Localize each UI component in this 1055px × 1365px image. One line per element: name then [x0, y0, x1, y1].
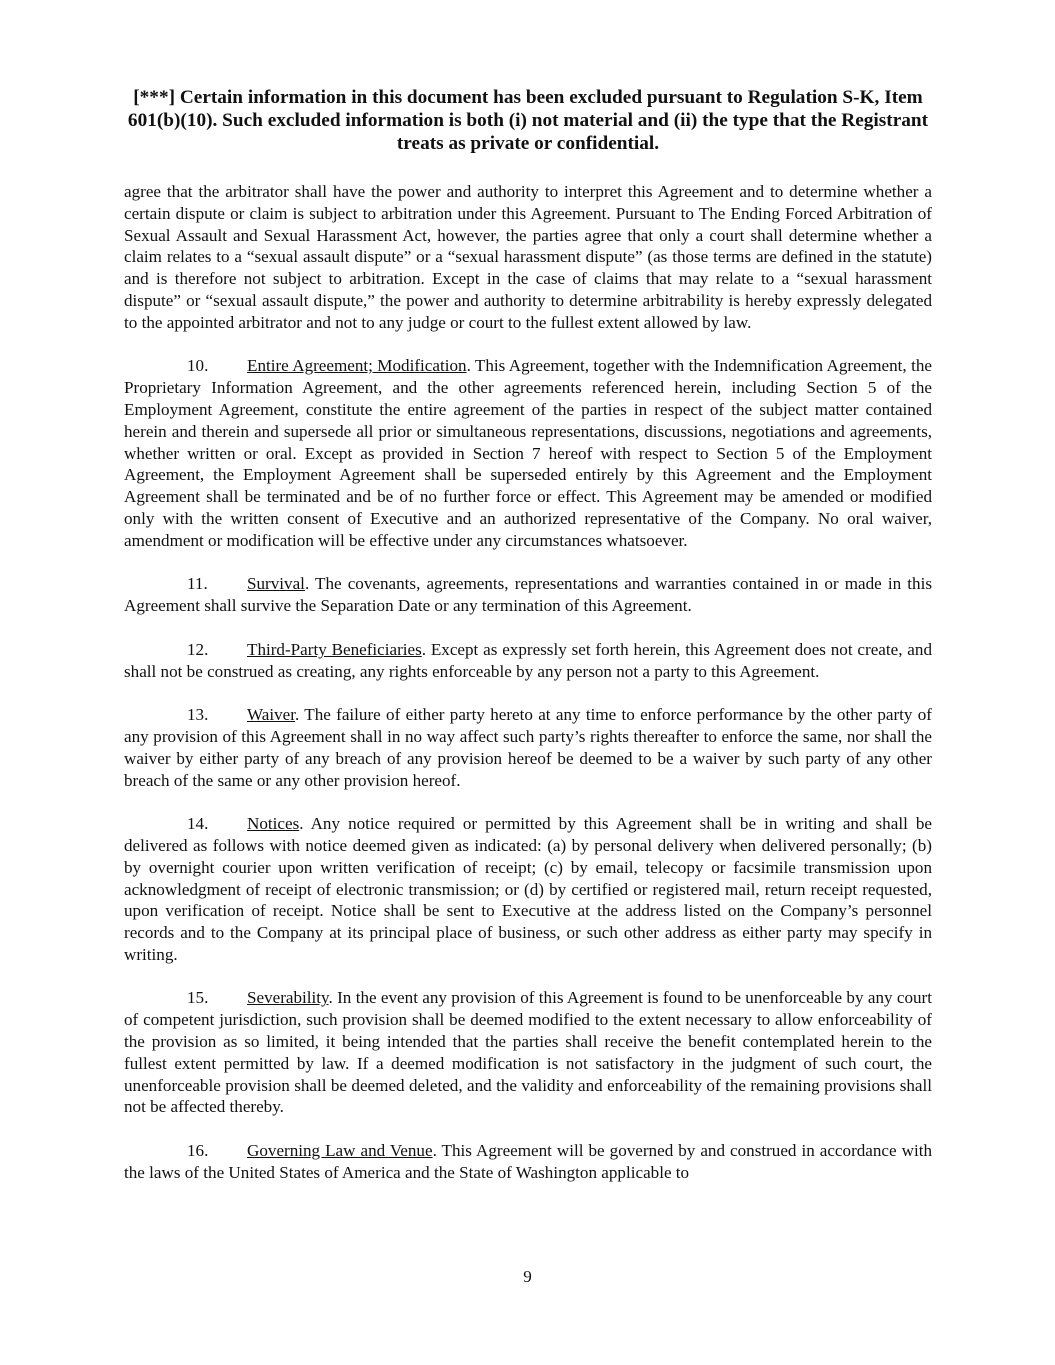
section-number: 10. [187, 356, 209, 376]
section-text: . Any notice required or permitted by this Agreement shall be in writing and shall be delivered as follows with notice deemed given as indicated: (a) by personal delivery when delivered personally; (b) by overnight courier upon written verification of receipt; (c) by email, telecopy or facsimile transmission upon acknowledgment of receipt of electronic transmission; or (d) by certified or registered mail, return receipt requested, upon verification of receipt. Notice shall be sent to Executive at the address listed on the Company’s personnel records and to the Company at its principal place of business, or such other address as either party may specify in writing. [124, 814, 932, 964]
section-title: Entire Agreement; Modification [247, 356, 467, 376]
section-text: . The failure of either party hereto at any time to enforce performance by the other party of any provision of this Agreement shall in no way affect such party’s rights thereafter to enforce the same, nor shall the waiver by either party of any breach of any provision hereof be deemed to be a waiver by such party of any other breach of the same or any other provision hereof. [124, 705, 932, 790]
section-text: . The covenants, agreements, representations and warranties contained in or made in this Agreement shall survive the Separation Date or any termination of this Agreement. [124, 574, 932, 616]
section-text: . Except as expressly set forth herein, this Agreement does not create, and shall not be construed as creating, any rights enforceable by any person not a party to this Agreement. [124, 639, 932, 681]
section-title: Severability [247, 988, 329, 1008]
section-text: . This Agreement, together with the Indemnification Agreement, the Proprietary Information Agreement, and the other agreements referenced herein, including Section 5 of the Employment Agreement, constitute the entire agreement of the parties in respect of the subject matter contained herein and therein and supersede all prior or simultaneous representations, discussions, negotiations and agreements, whether written or oral. Except as provided in Section 7 hereof with respect to Section 5 of the Employment Agreement, the Employment Agreement shall be superseded entirely by this Agreement and the Employment Agreement shall be terminated and be of no further force or effect. This Agreement may be amended or modified only with the written consent of Executive and an authorized representative of the Company. No oral waiver, amendment or modification will be effective under any circumstances whatsoever. [124, 356, 932, 550]
section-16 [124, 1140, 932, 1184]
section-number: 13. [187, 705, 209, 725]
section-title: Waiver [247, 705, 295, 725]
section-number: 11. [187, 574, 208, 594]
section-title: Notices [247, 814, 300, 834]
section-10 [124, 355, 932, 551]
section-number: 14. [187, 814, 209, 834]
section-14 [124, 813, 932, 966]
section-text: . This Agreement will be governed by and construed in accordance with the laws of the United States of America and the State of Washington applicable to [124, 1141, 932, 1182]
section-title: Survival [247, 574, 305, 594]
section-15 [124, 987, 932, 1118]
section-text: . In the event any provision of this Agreement is found to be unenforceable by any court of competent jurisdiction, such provision shall be deemed modified to the extent necessary to allow enforceability of the provision as so limited, it being intended that the parties shall receive the benefit contemplated herein to the fullest extent permitted by law. If a deemed modification is not satisfactory in the judgment of such court, the unenforceable provision shall be deemed deleted, and the validity and enforceability of the remaining provisions shall not be affected thereby. [124, 988, 932, 1117]
section-title: Governing Law and Venue [247, 1141, 433, 1161]
confidentiality-header: [***] Certain information in this document has been excluded pursuant to Regulation S-K, Item 601(b)(10). Such excluded information is both (i) not material and (ii) the type that the Registrant treats as private or confidential. [127, 87, 929, 154]
document-page [124, 86, 932, 1205]
section-13 [124, 704, 932, 791]
section-12 [124, 639, 932, 683]
page-number: 9 [523, 1267, 532, 1286]
section-title: Third-Party Beneficiaries [247, 639, 422, 659]
continuation-paragraph: agree that the arbitrator shall have the power and authority to interpret this Agreement and to determine whether a certain dispute or claim is subject to arbitration under this Agreement. Pursuant to The Ending Forced Arbitration of Sexual Assault and Sexual Harassment Act, however, the parties agree that only a court shall determine whether a claim relates to a “sexual assault dispute” or a “sexual harassment dispute” (as those terms are defined in the statute) and is therefore not subject to arbitration. Except in the case of claims that may relate to a “sexual harassment dispute” or “sexual assault dispute,” the power and authority to determine arbitrability is hereby expressly delegated to the appointed arbitrator and not to any judge or court to the fullest extent allowed by law. [124, 182, 932, 332]
section-number: 15. [187, 988, 209, 1008]
section-number: 16. [187, 1141, 209, 1161]
section-11 [124, 573, 932, 617]
section-number: 12. [187, 639, 209, 659]
